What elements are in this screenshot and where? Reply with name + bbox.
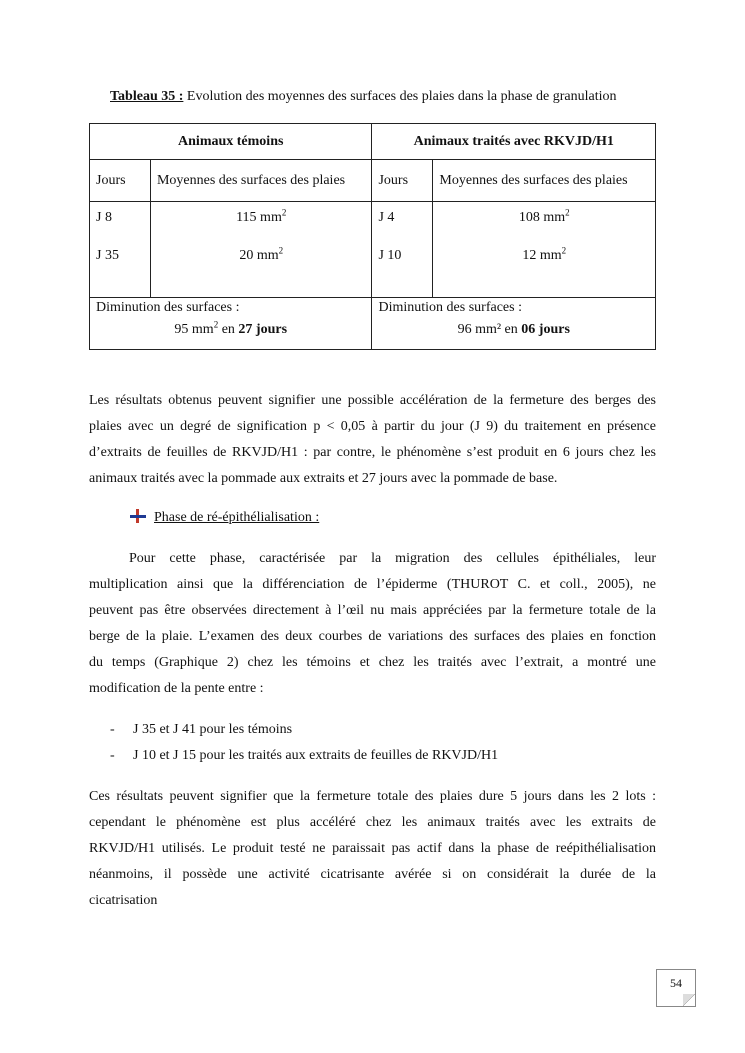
cross-bullet-icon: [130, 509, 146, 523]
right-decrease-cell: [372, 298, 656, 350]
table-caption: [110, 89, 617, 105]
right-value-2: 12 $mm^2$: [522, 245, 567, 263]
section-heading-text: Phase de ré-épithélialisation :: [154, 510, 320, 525]
col-days-left: Jours: [90, 160, 151, 202]
right-value-1: 108 $mm^2$: [518, 207, 570, 225]
paragraph-phase: Pour cette phase, caractérisée par la migration des cellules épithéliales, leur multiplication ainsi que la différenciation de l’épiderme (THUROT C. et coll., 2005), ne peuvent pas être observées directement à l’œil nu mais appréciées par la fermeture totale de la berge de la plaie. L’examen des deux courbes de variations des surfaces des plaies en fonction du temps (Graphique 2) chez les témoins et chez les traités avec l’extrait, a montré une modification de la pente entre :: [89, 551, 656, 696]
paragraph-conclusion: Ces résultats peuvent signifier que la fermeture totale des plaies dure 5 jours dans les 2 lots : cependant le phénomène est plus accéléré chez les animaux traités avec les extraits de RKVJD/H1 utilisés. Le produit testé ne paraissait pas actif dans la phase de reépithélialisation néanmoins, il possède une activité cicatrisante avérée si on considérait la durée de la cicatrisation: [89, 789, 656, 908]
table-caption-label: Tableau 35 :: [110, 89, 184, 104]
right-decrease-result: 96 mm² en 06 jours: [457, 322, 570, 337]
list-item: - J 35 et J 41 pour les témoins: [110, 722, 293, 737]
right-values-cell: [433, 202, 656, 298]
page-number: 54: [656, 969, 696, 1007]
left-day-1: J 8: [96, 210, 112, 225]
header-treated-group: Animaux traités avec RKVJD/H1: [372, 124, 656, 160]
paragraph-results: Les résultats obtenus peuvent signifier une possible accélération de la fermeture des berges des plaies avec un degré de signification p < 0,05 à partir du jour (J 9) du traitement en présence d’extraits de feuilles de RKVJD/H1 : par contre, le phénomène s’est produit en 6 jours chez les animaux traités avec la pommade aux extraits et 27 jours avec la pommade de base.: [89, 393, 656, 486]
right-days-cell: [372, 202, 433, 298]
left-values-cell: [150, 202, 372, 298]
right-decrease-label: Diminution des surfaces :: [378, 300, 522, 315]
list-item: - J 10 et J 15 pour les traités aux extraits de feuilles de RKVJD/H1: [110, 748, 499, 763]
header-control-group: Animaux témoins: [90, 124, 372, 160]
left-decrease-label: Diminution des surfaces :: [96, 300, 240, 315]
left-value-1: 115 $mm^2$: [236, 207, 287, 225]
col-mean-right: Moyennes des surfaces des plaies: [433, 160, 656, 202]
col-mean-left: Moyennes des surfaces des plaies: [150, 160, 372, 202]
section-heading: [130, 509, 319, 526]
left-day-2: J 35: [96, 248, 119, 263]
left-value-2: 20 $mm^2$: [239, 245, 284, 263]
page-fold-icon: [683, 994, 695, 1006]
left-decrease-cell: [90, 298, 372, 350]
left-decrease-result: 95 $mm^2$ en 27 jours: [174, 319, 288, 337]
right-day-1: J 4: [378, 210, 395, 225]
right-day-2: J 10: [378, 248, 402, 263]
table-caption-text: Evolution des moyennes des surfaces des plaies dans la phase de granulation: [183, 89, 617, 104]
left-days-cell: [90, 202, 151, 298]
surface-table: [89, 123, 656, 350]
col-days-right: Jours: [372, 160, 433, 202]
